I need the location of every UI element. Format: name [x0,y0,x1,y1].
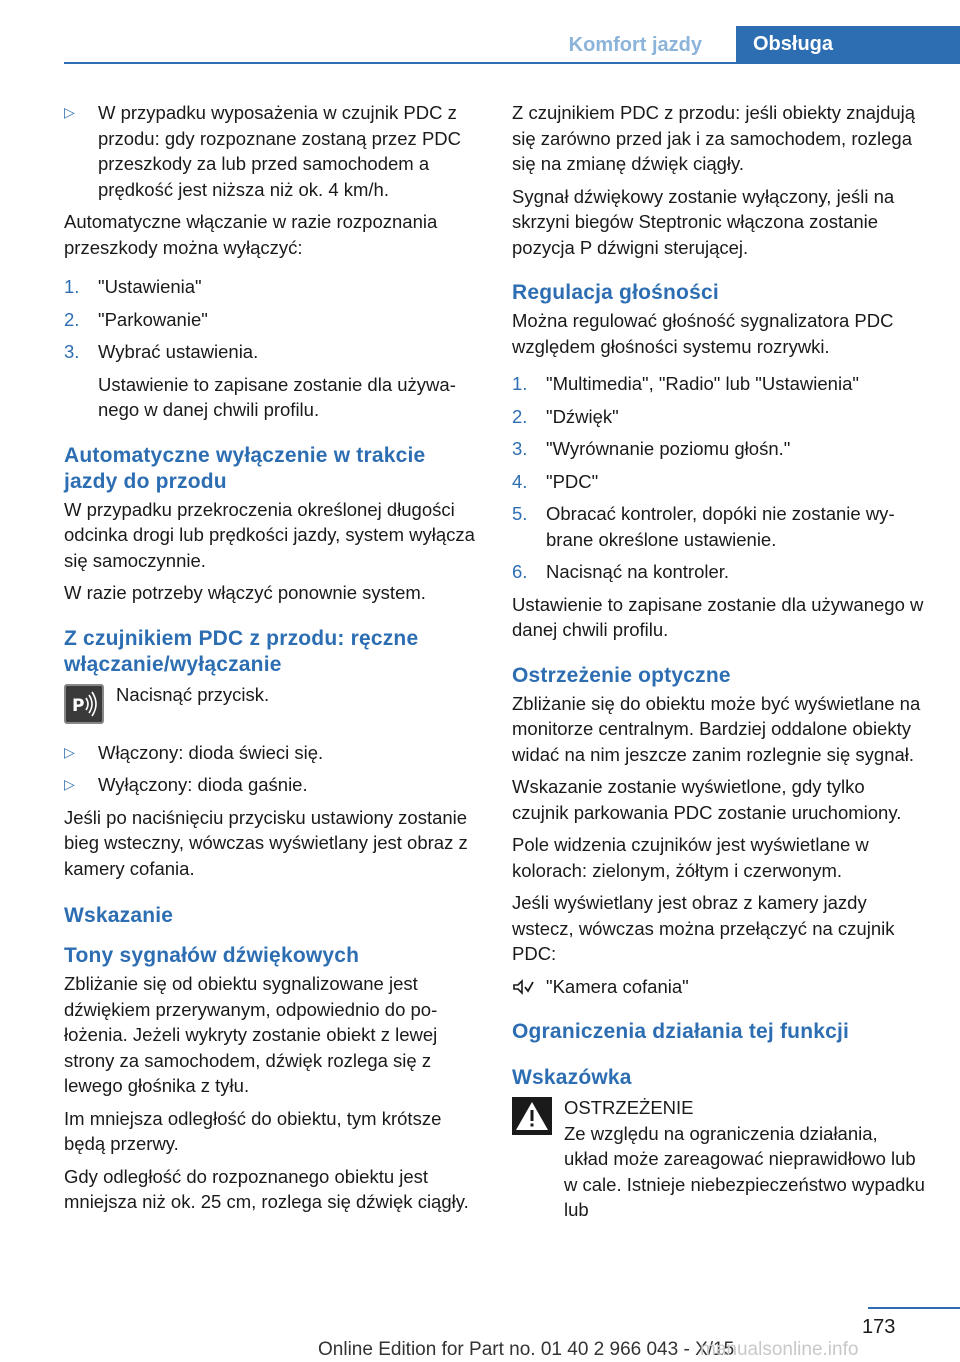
section-tab[interactable]: Komfort jazdy [568,33,702,56]
list-item: 5. Obracać kontroler, dopóki nie zostanie wybrane określone ustawienie. [512,503,895,550]
triangle-bullet-icon: ▷ [64,743,75,760]
page-number-line [868,1307,960,1309]
list-item: 6. Nacisnąć na kontroler. [512,561,730,582]
section-heading: Tony sygnałów dźwiękowych [64,944,360,967]
page-number: 173 [862,1316,896,1338]
paragraph: Jeśli po naciśnięciu przycisku ustawiony zostanie bieg wsteczny, wówczas wyświetlany jest obraz z kamery cofania. [64,806,468,879]
list-item: 3. "Wyrównanie poziomu głośn." [512,438,791,459]
paragraph: Ustawienie to zapisane zostanie dla używanego w danej chwili profilu. [512,593,924,640]
paragraph: Pole widzenia czujników jest wyświetlane w kolorach: zielonym, żółtym i czerwonym. [512,834,869,881]
warning-text: Ze względu na ograniczenia działania, układ może zareagować nieprawidłowo lub w cale. Istnieje niebezpieczeństwo wypadku lub [564,1122,925,1220]
section-heading: Ostrzeżenie optyczne [512,663,731,687]
steps-list [512,371,926,585]
paragraph: Automatyczne włączanie w razie rozpoznania przeszkody można wyłączyć: [64,211,438,258]
warning-triangle-icon [512,1097,552,1135]
paragraph: Im mniejsza odległość do obiektu, tym krótsze będą przerwy. [64,1107,442,1154]
bullet-list [64,740,480,798]
list-item: 1. "Multimedia", "Radio" lub "Ustawienia" [512,373,859,394]
paragraph: Można regulować głośność sygnalizatora PDC względem głośności systemu rozrywki. [512,310,894,357]
list-item: ▷ Włączony: dioda świeci się. [64,740,480,766]
steps-list [64,274,480,365]
header-divider [64,62,960,64]
list-item: 2. "Dźwięk" [512,405,619,427]
triangle-bullet-icon: ▷ [64,776,75,792]
list-item: 4. "PDC" [512,470,599,492]
triangle-bullet-icon: ▷ [64,104,75,120]
bullet-list [64,100,480,202]
warning-title: OSTRZEŻENIE [564,1097,694,1118]
paragraph: Wskazanie zostanie wyświetlone, gdy tylko czujnik parkowania PDC zostanie uruchomiony. [512,776,902,823]
section-heading: Automatyczne wyłączenie w trakcie jazdy do przodu [64,443,426,493]
watermark: manualsonline.info [700,1339,859,1360]
paragraph: W przypadku przekroczenia określonej długości odcinka drogi lub prędkości jazdy, system wyłącza się samoczynnie. [64,498,475,571]
section-heading: Regulacja głośności [512,281,719,304]
left-column [64,100,480,1222]
paragraph: Jeśli wyświetlany jest obraz z kamery jazdy wstecz, wówczas można przełączyć na czujnik PDC: [512,892,895,964]
footer-text: Online Edition for Part no. 01 40 2 966 043 - X/15 [318,1339,735,1360]
list-item: ▷ Wyłączony: dioda gaśnie. [64,772,480,798]
paragraph: Zbliżanie się do obiektu może być wyświetlane na monitorze centralnym. Bardziej oddalone obiekty widać na nim jeszcze zanim rozlegnie się sygnał. [512,692,921,765]
list-item: 3. Wybrać ustawienia. [64,341,259,362]
list-item: 1. "Ustawienia" [64,276,202,297]
section-heading: Z czujnikiem PDC z przodu: ręczne włączanie/wyłączanie [64,626,419,676]
paragraph: Sygnał dźwiękowy zostanie wyłączony, jeśli na skrzyni biegów Steptronic włączona zostanie pozycja P dźwigni sterującej. [512,185,895,258]
pdc-button-icon [64,684,104,724]
warning-box [512,1095,926,1121]
camera-cofania-icon [512,976,534,998]
page-header [0,0,960,62]
section-heading: Wskazówka [512,1066,632,1089]
pdc-button-row: P Nacisnąć przycisk. [64,682,480,726]
list-item: ▷ W przypadku wyposażenia w czujnik PDC z przodu: gdy rozpoznane zostaną przez PDC przeszkody za lub przed samochodem a prędkość jest niższa niż ok. 4 km/h. [64,102,462,200]
section-heading: Ograniczenia działania tej funkcji [512,1020,850,1043]
paragraph: Gdy odległość do rozpoznanego obiektu jest mniejsza niż ok. 25 cm, rozlega się dźwięk ciągły. [64,1165,469,1212]
right-column [512,100,926,1230]
svg-text:P: P [72,695,85,716]
list-item: 2. "Parkowanie" [64,308,208,330]
camera-option-row: "Kamera cofania" [512,974,926,1000]
paragraph: Zbliżanie się od obiektu sygnalizowane jest dźwiękiem przerywanym, odpowiednio do położenia. Jeżeli wykryty zostanie obiekt z lewej strony za samochodem, dźwięk rozlega się z lewego głośnika z tyłu. [64,973,438,1096]
step-note: Ustawienie to zapisane zostanie dla używanego w danej chwili profilu. [98,373,456,420]
paragraph: Z czujnikiem PDC z przodu: jeśli obiekty znajdują się zarówno przed jak i za samochodem, rozlega się na zmianę dźwięk ciągły. [512,102,916,174]
paragraph: W razie potrzeby włączyć ponownie system. [64,582,426,603]
section-heading: Wskazanie [64,904,174,927]
chapter-tab[interactable]: Obsługa [736,26,960,62]
